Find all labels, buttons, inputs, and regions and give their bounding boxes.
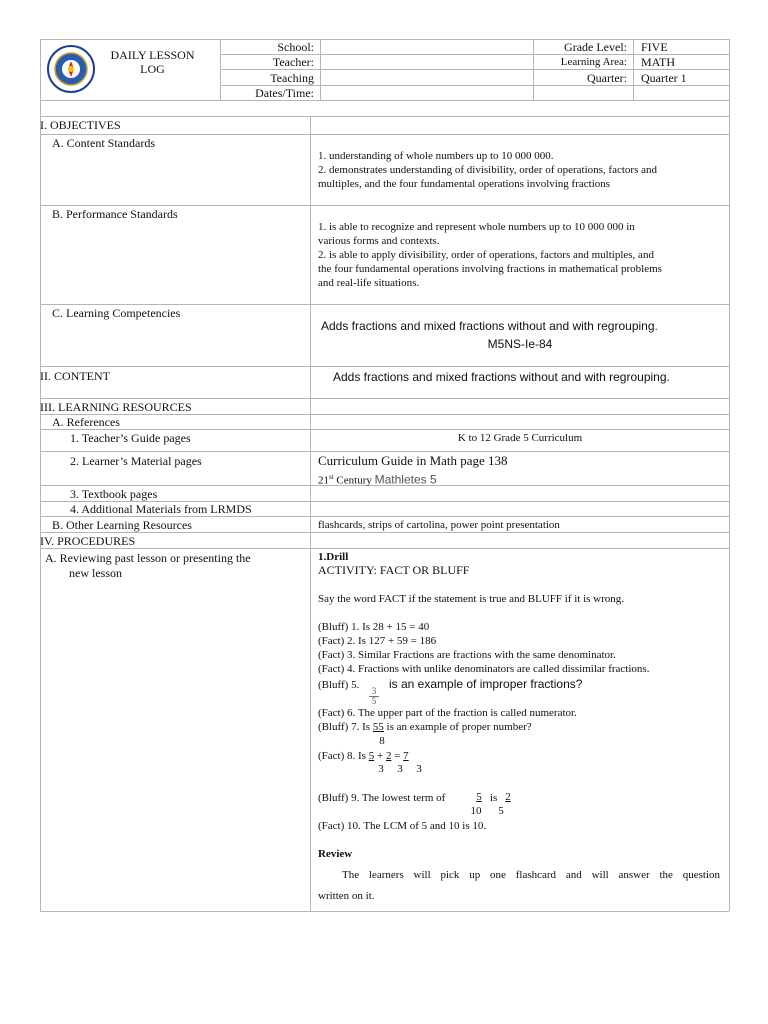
drill-item-5-numerator: 3 bbox=[369, 687, 379, 697]
drill-item-10: (Fact) 10. The LCM of 5 and 10 is 10. bbox=[318, 820, 487, 832]
teacher-field[interactable] bbox=[321, 55, 532, 68]
grade-level-label: Grade Level: bbox=[564, 40, 627, 54]
learning-area-label: Learning Area: bbox=[560, 56, 627, 68]
reviewing-label-1: A. Reviewing past lesson or presenting the bbox=[45, 551, 251, 565]
learning-resources-heading: III. LEARNING RESOURCES bbox=[40, 400, 192, 414]
content-heading: II. CONTENT bbox=[40, 369, 110, 383]
drill-item-2: (Fact) 2. Is 127 + 59 = 186 bbox=[318, 635, 437, 647]
learners-material-value-2: 21st Century Mathletes 5 bbox=[318, 472, 437, 487]
drill-item-9-is: is bbox=[490, 792, 498, 804]
content-text: Adds fractions and mixed fractions without and with regrouping. bbox=[333, 370, 670, 384]
school-label: School: bbox=[277, 40, 314, 54]
drill-item-5-denominator: 5 bbox=[371, 696, 377, 706]
content-standards-line-2: 2. demonstrates understanding of divisibility, order of operations, factors and bbox=[318, 164, 657, 176]
performance-standards-label: B. Performance Standards bbox=[52, 207, 178, 221]
quarter-label: Quarter: bbox=[587, 71, 627, 85]
drill-heading: 1.Drill bbox=[318, 551, 349, 563]
drill-item-9: (Bluff) 9. The lowest term of bbox=[318, 792, 446, 804]
teachers-guide-label: 1. Teacher’s Guide pages bbox=[70, 431, 191, 445]
other-resources-value: flashcards, strips of cartolina, power point presentation bbox=[318, 519, 560, 531]
drill-item-7-denominator: 8 bbox=[379, 735, 385, 747]
title-line-2: LOG bbox=[140, 62, 165, 76]
activity-title: ACTIVITY: FACT OR BLUFF bbox=[318, 563, 470, 577]
procedures-heading: IV. PROCEDURES bbox=[40, 534, 136, 548]
drill-item-9-numerator-2: 2 bbox=[505, 791, 511, 803]
drill-item-7: (Bluff) 7. Is 55 is an example of proper number? bbox=[318, 721, 532, 733]
title-line-1: DAILY LESSON bbox=[110, 48, 195, 62]
textbook-pages-label: 3. Textbook pages bbox=[70, 487, 158, 501]
performance-standards-line-4: the four fundamental operations involving fractions in mathematical problems bbox=[318, 263, 662, 275]
performance-standards-line-3: 2. is able to apply divisibility, order of operations, factors and multiples, and bbox=[318, 249, 654, 261]
dates-time-label: Dates/Time: bbox=[255, 86, 314, 100]
review-text-1: The learners will pick up one flashcard and will answer the question bbox=[342, 869, 720, 881]
teaching-label: Teaching bbox=[270, 71, 314, 85]
quarter-value: Quarter 1 bbox=[641, 71, 687, 85]
content-standards-line-1: 1. understanding of whole numbers up to 10 000 000. bbox=[318, 150, 554, 162]
school-field[interactable] bbox=[321, 40, 532, 53]
teaching-dates-field[interactable] bbox=[321, 70, 532, 99]
drill-item-8-denominator-3: 3 bbox=[416, 763, 422, 775]
drill-item-5: (Bluff) 5. bbox=[318, 679, 360, 691]
drill-item-8-denominator-2: 3 bbox=[397, 763, 403, 775]
other-resources-label: B. Other Learning Resources bbox=[52, 518, 192, 532]
performance-standards-line-5: and real-life situations. bbox=[318, 277, 420, 289]
learning-area-value: MATH bbox=[641, 55, 676, 69]
performance-standards-line-1: 1. is able to recognize and represent whole numbers up to 10 000 000 in bbox=[318, 221, 635, 233]
drill-item-8: (Fact) 8. Is 5 + 2 = 7 bbox=[318, 750, 409, 762]
learners-material-label: 2. Learner’s Material pages bbox=[70, 454, 202, 468]
learners-material-value-1: Curriculum Guide in Math page 138 bbox=[318, 453, 508, 468]
learning-competencies-code: M5NS-Ie-84 bbox=[487, 337, 553, 351]
learning-competencies-label: C. Learning Competencies bbox=[52, 306, 181, 320]
drill-item-5-text: is an example of improper fractions? bbox=[389, 677, 583, 691]
activity-instruction: Say the word FACT if the statement is true and BLUFF if it is wrong. bbox=[318, 593, 625, 605]
drill-item-9-denominator-2: 5 bbox=[498, 805, 504, 817]
drill-item-8-denominator-1: 3 bbox=[378, 763, 384, 775]
drill-item-1: (Bluff) 1. Is 28 + 15 = 40 bbox=[318, 621, 430, 633]
learning-competencies-text: Adds fractions and mixed fractions without and with regrouping. bbox=[321, 319, 658, 333]
deped-seal-logo bbox=[46, 44, 96, 94]
performance-standards-line-2: various forms and contexts. bbox=[318, 235, 440, 247]
objectives-heading: I. OBJECTIVES bbox=[40, 118, 121, 132]
references-label: A. References bbox=[52, 415, 120, 429]
drill-item-6: (Fact) 6. The upper part of the fraction is called numerator. bbox=[318, 707, 577, 719]
review-text-2: written on it. bbox=[318, 890, 375, 902]
drill-item-4: (Fact) 4. Fractions with unlike denominators are called dissimilar fractions. bbox=[318, 663, 650, 675]
review-heading: Review bbox=[318, 848, 353, 860]
teacher-label: Teacher: bbox=[272, 55, 314, 69]
drill-item-9-numerator-1: 5 bbox=[476, 791, 482, 803]
content-standards-line-3: multiples, and the four fundamental operations involving fractions bbox=[318, 178, 611, 190]
teachers-guide-value: K to 12 Grade 5 Curriculum bbox=[457, 432, 583, 444]
reviewing-label-2: new lesson bbox=[69, 566, 122, 580]
additional-materials-label: 4. Additional Materials from LRMDS bbox=[70, 502, 252, 516]
drill-item-9-denominator-1: 10 bbox=[470, 805, 482, 817]
drill-item-3: (Fact) 3. Similar Fractions are fractions with the same denominator. bbox=[318, 649, 616, 661]
content-standards-label: A. Content Standards bbox=[52, 136, 155, 150]
grade-level-value: FIVE bbox=[641, 40, 668, 54]
